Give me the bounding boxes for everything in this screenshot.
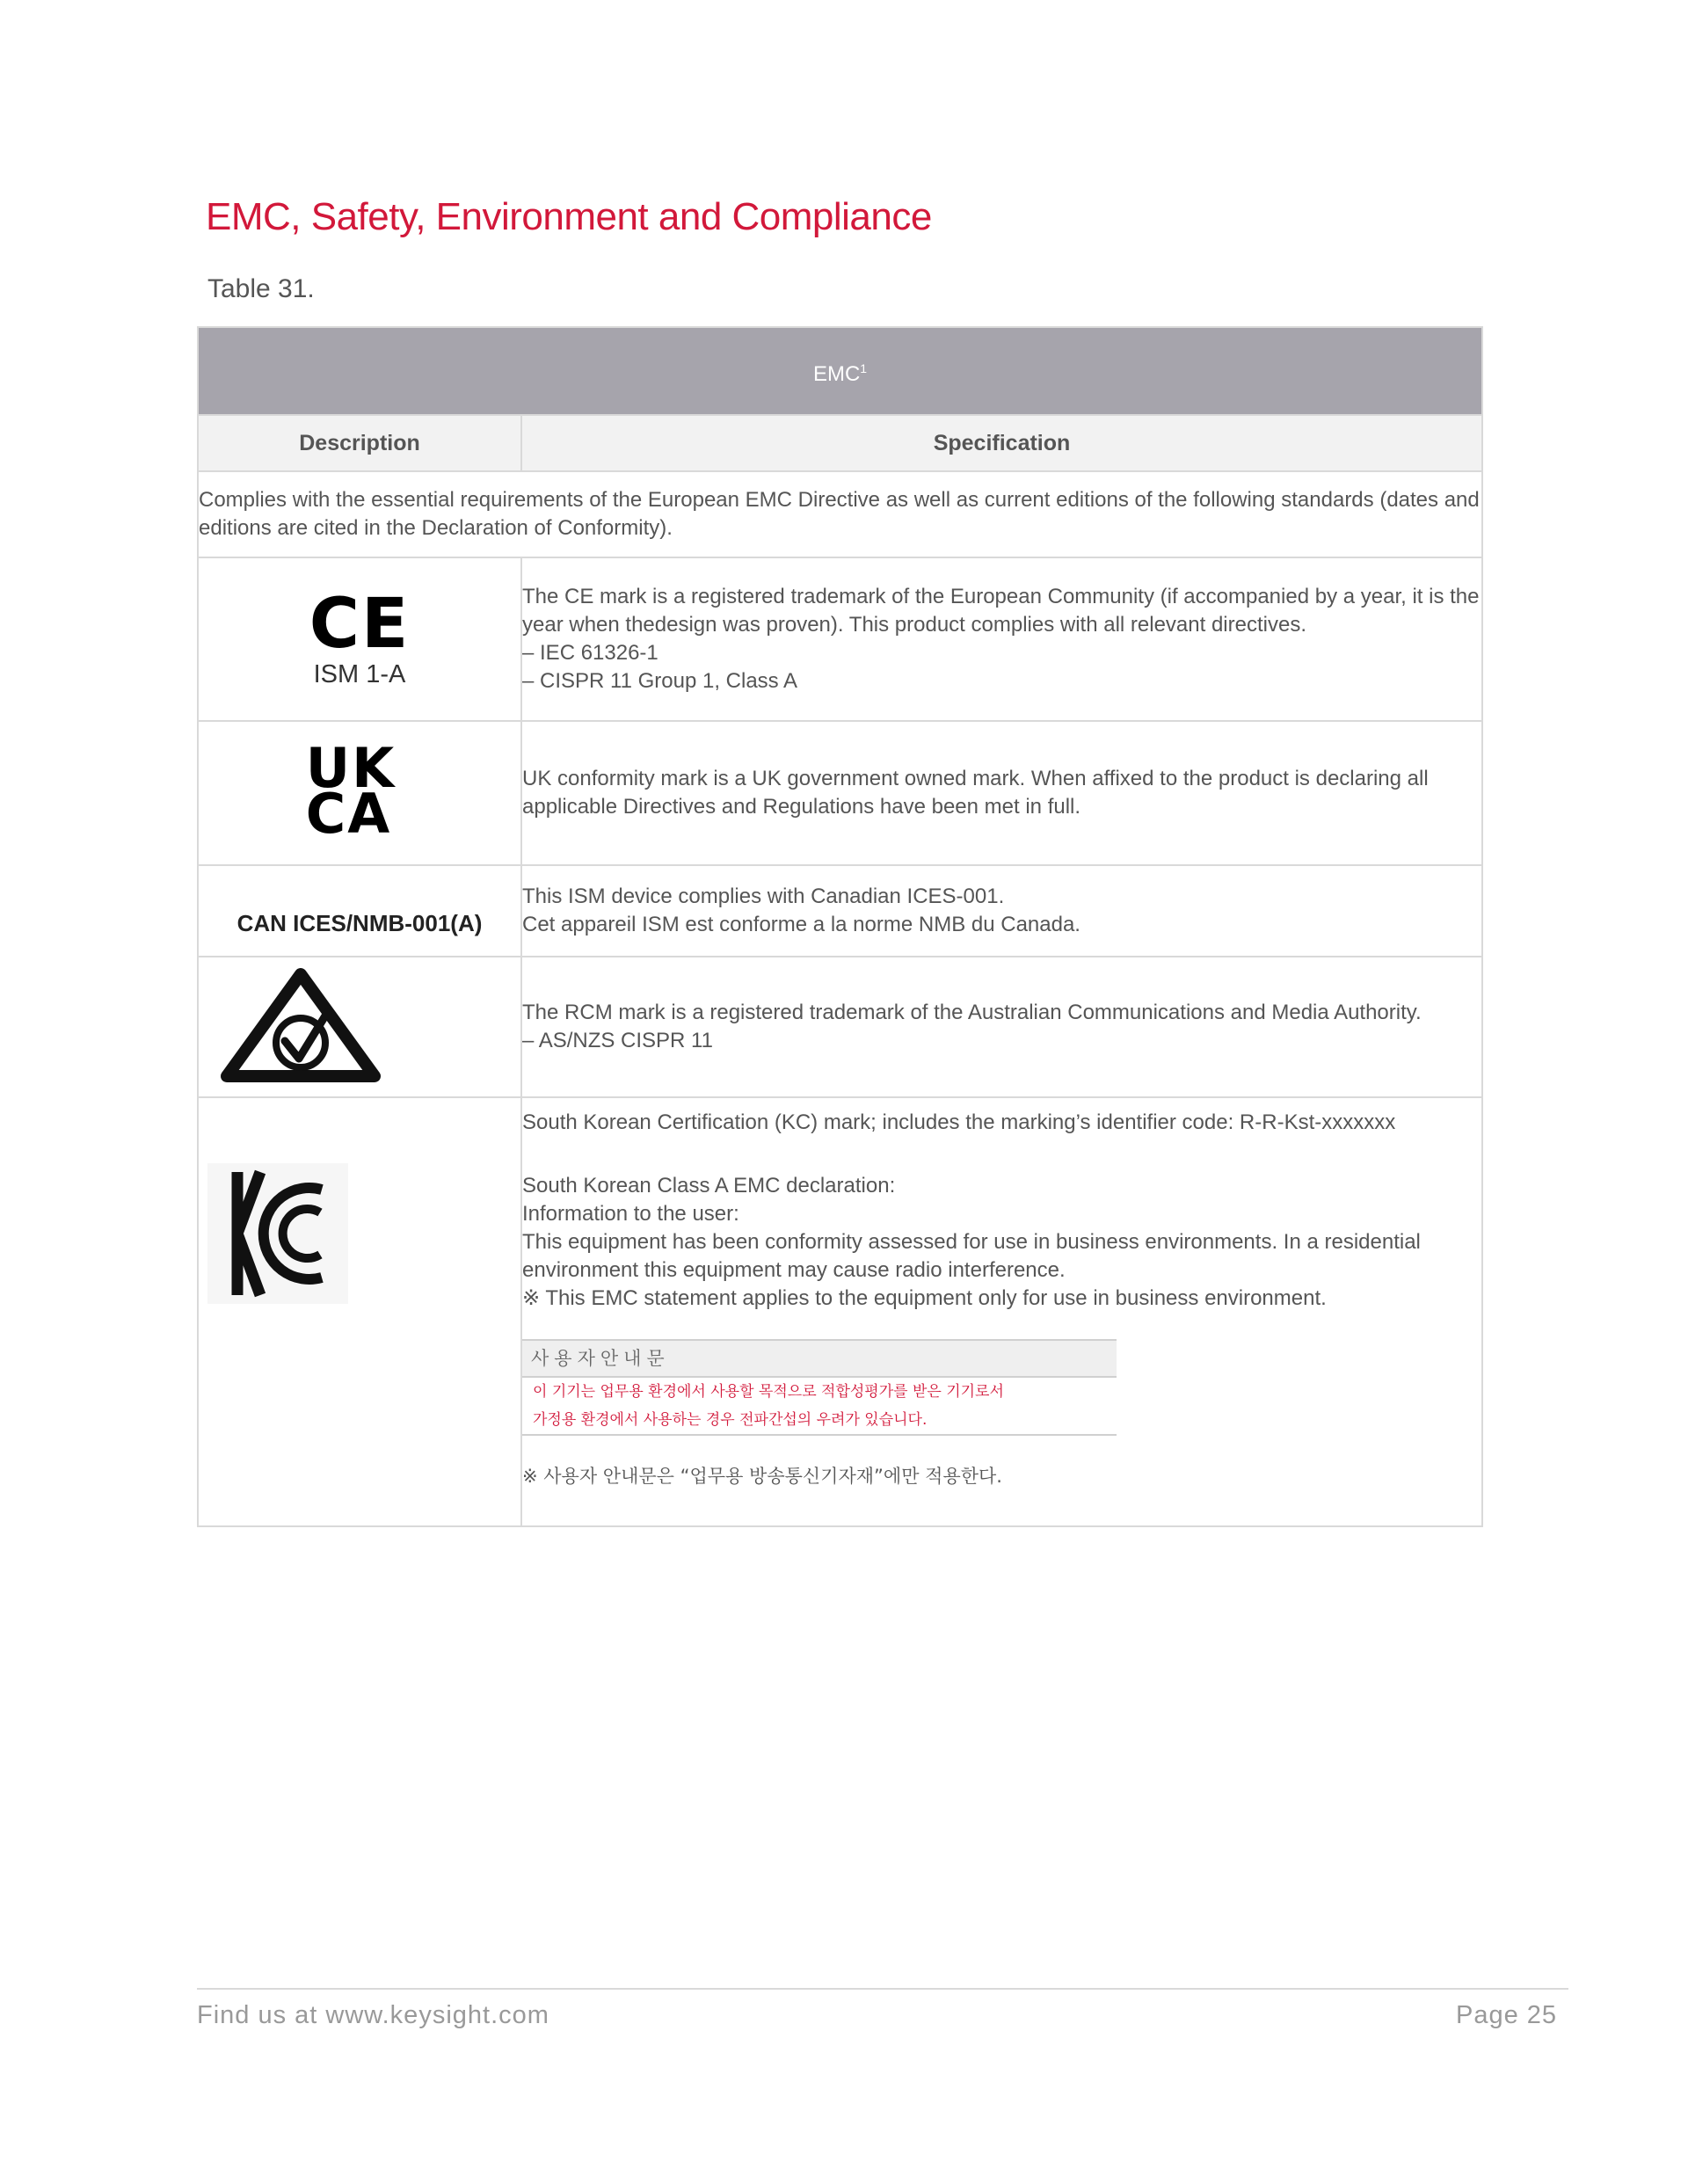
korean-notice-box [522,1339,1117,1436]
table-row [198,957,1482,1097]
intro-row: Complies with the essential requirements of the European EMC Directive as well as current editions of the following standards (dates and editions are cited in the Declaration of Conformity). [198,471,1482,557]
korean-notice-title: 사용자안내문 [522,1341,1117,1378]
page-title: EMC, Safety, Environment and Compliance [206,195,932,238]
spec-text: Cet appareil ISM est conforme a la norme NMB du Canada. [522,913,1080,936]
kc-mark-frame [207,1163,348,1304]
spec-cell [521,721,1482,865]
footer-divider [197,1988,1568,1990]
spec-standard: – CISPR 11 Group 1, Class A [522,669,798,693]
table-caption: Table 31. [207,274,315,303]
spec-cell [521,557,1482,721]
emc-table [197,326,1483,1527]
footnote-marker: 1 [860,360,868,375]
korean-note: ※ 사용자 안내문은 “업무용 방송통신기자재”에만 적용한다. [522,1466,1002,1487]
column-header-description: Description [198,415,521,471]
ukca-line-uk: UK [305,736,397,800]
spec-standard: – IEC 61326-1 [522,641,658,665]
table-header [198,327,1482,415]
table-row [198,557,1482,721]
footer-page-number: Page 25 [1456,2001,1558,2029]
spec-text: South Korean Certification (KC) mark; includes the marking’s identifier code: R-R-Kst-xxxxxxx [522,1110,1396,1134]
korean-notice-line: 가정용 환경에서 사용하는 경우 전파간섭의 우려가 있습니다. [533,1411,928,1429]
spec-standard: – AS/NZS CISPR 11 [522,1029,713,1052]
spec-text: This equipment has been conformity assessed for use in business environments. In a residential environment this equipment may cause radio interference. [522,1230,1421,1282]
ukca-mark-logo [198,721,521,865]
column-header-specification: Specification [521,415,1482,471]
spec-text: The CE mark is a registered trademark of the European Community (if accompanied by a year, it is the year when thedesign was proven). This product complies with all relevant directives. [522,585,1480,637]
rcm-mark-logo [198,957,521,1097]
spec-text: UK conformity mark is a UK government owned mark. When affixed to the product is declaring all applicable Directives and Regulations have been met in full. [522,767,1429,819]
spec-text: South Korean Class A EMC declaration: [522,1174,896,1198]
kc-mark-logo [198,1097,521,1526]
footer-website: Find us at www.keysight.com [197,2001,549,2029]
spec-text: This ISM device complies with Canadian ICES-001. [522,885,1005,908]
table-row [198,865,1482,957]
rcm-mark-icon [220,967,382,1087]
table-header-label: EMC [812,361,861,386]
korean-notice-line: 이 기기는 업무용 환경에서 사용할 목적으로 적합성평가를 받은 기기로서 [533,1383,1004,1401]
can-ices-label: CAN ICES/NMB-001(A) [236,910,483,936]
ce-mark-symbol: CE [309,585,411,664]
can-ices-cell [198,865,521,957]
spec-cell [521,865,1482,957]
spec-cell [521,1097,1482,1526]
ce-mark-sublabel: ISM 1-A [313,660,406,688]
spec-text: Information to the user: [522,1202,739,1226]
table-row [198,721,1482,865]
ce-mark-logo [198,557,521,721]
spec-cell [521,957,1482,1097]
table-row [198,1097,1482,1526]
spec-text: The RCM mark is a registered trademark of the Australian Communications and Media Authority. [522,1001,1422,1024]
spec-text: ※ This EMC statement applies to the equipment only for use in business environment. [522,1286,1327,1310]
kc-mark-icon [207,1163,348,1304]
ukca-line-ca: CA [305,782,392,846]
